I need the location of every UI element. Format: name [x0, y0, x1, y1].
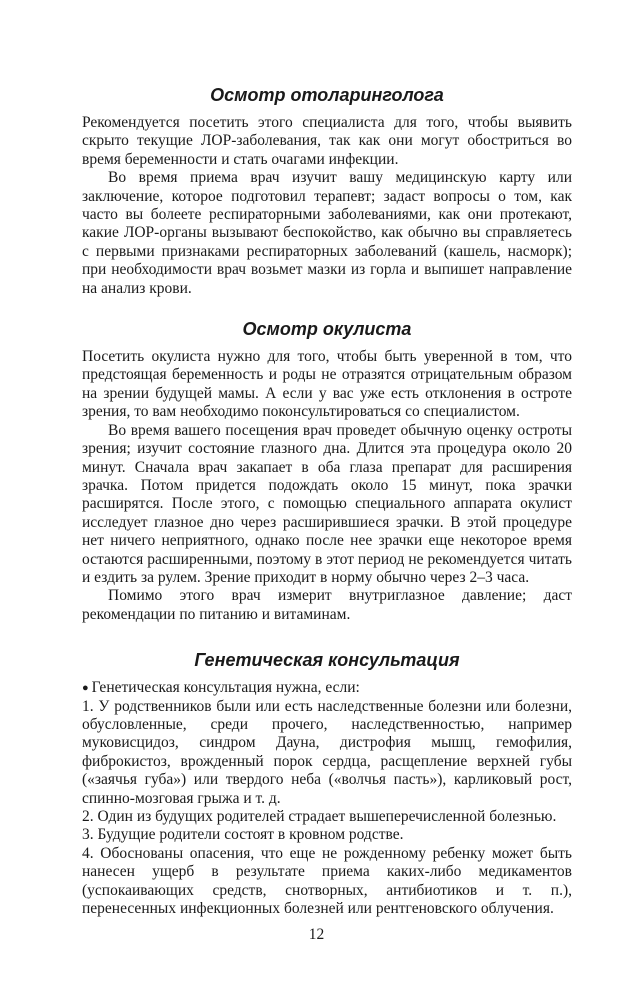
bullet-text: Генетическая консультация нужна, если:: [91, 679, 360, 697]
section-heading: Осмотр окулиста: [242, 319, 412, 340]
section-otolaryngologist: [82, 84, 572, 298]
list-item: 1. У родственников были или есть наследственные болезни или болезни, обусловленные, среди прочего, наследственностью, например муковисцидоз, синдром Дауна, дистрофия мышц, гемофилия, фиброкистоз, врожденный порок сердца, расщепление верхней губы («заячья губа») или твердого неба («волчья пасть»), карликовый рост, спинно-мозговая грыжа и т. д.: [82, 697, 572, 807]
section-heading: Генетическая консультация: [194, 650, 460, 671]
page-content: [82, 84, 572, 918]
bullet-icon: ●: [82, 682, 89, 695]
paragraph: Рекомендуется посетить этого специалиста для того, чтобы выявить скрыто текущие ЛОР-заболевания, так как они могут обостриться во время беременности и стать очагами инфекции.: [82, 114, 572, 168]
paragraph: Помимо этого врач измерит внутриглазное давление; даст рекомендации по питанию и витаминам.: [82, 587, 572, 623]
list-item: 2. Один из будущих родителей страдает вышеперечисленной болезнью.: [82, 808, 557, 825]
paragraph: Во время приема врач изучит вашу медицинскую карту или заключение, которое подготовил терапевт; задаст вопросы о том, как часто вы болеете респираторными заболеваниями, как они протекают, какие ЛОР-органы вызывают беспокойство, как обычно вы справляетесь с первыми признаками респираторных заболеваний (кашель, насморк); при необходимости врач возьмет мазки из горла и выпишет направление на анализ крови.: [82, 169, 572, 297]
list-item: 3. Будущие родители состоят в кровном родстве.: [82, 826, 404, 844]
list-item: 4. Обоснованы опасения, что еще не рожденному ребенку может быть нанесен ущерб в результате приема каких-либо медикаментов (успокаивающих средств, снотворных, антибиотиков и т. п.), перенесенных инфекционных болезней или рентгеновского облучения.: [82, 844, 572, 918]
section-heading: Осмотр отоларинголога: [210, 85, 444, 105]
section-genetic-consultation: [82, 649, 572, 918]
paragraph: Во время вашего посещения врач проведет обычную оценку остроты зрения; изучит состояние глазного дна. Длится эта процедура около 20 минут. Сначала врач закапает в оба глаза препарат для расширения зрачка. Потом придется подождать около 15 минут, пока зрачки расширятся. После этого, с помощью специального аппарата окулист исследует глазное дно через расширившиеся зрачки. В этой процедуре нет ничего неприятного, однако после нее зрачки еще некоторое время остаются расширенными, поэтому в этот период не рекомендуется читать и ездить за рулем. Зрение приходит в норму обычно через 2–3 часа.: [82, 421, 572, 586]
page-number: 12: [308, 926, 325, 943]
paragraph: Посетить окулиста нужно для того, чтобы быть уверенной в том, что предстоящая беременность и роды не отразятся отрицательным образом на зрении будущей мамы. А если у вас уже есть отклонения в остроте зрения, то вам необходимо поконсультироваться со специалистом.: [82, 348, 572, 421]
bullet-line: [82, 679, 572, 697]
section-ophthalmologist: [82, 318, 572, 624]
